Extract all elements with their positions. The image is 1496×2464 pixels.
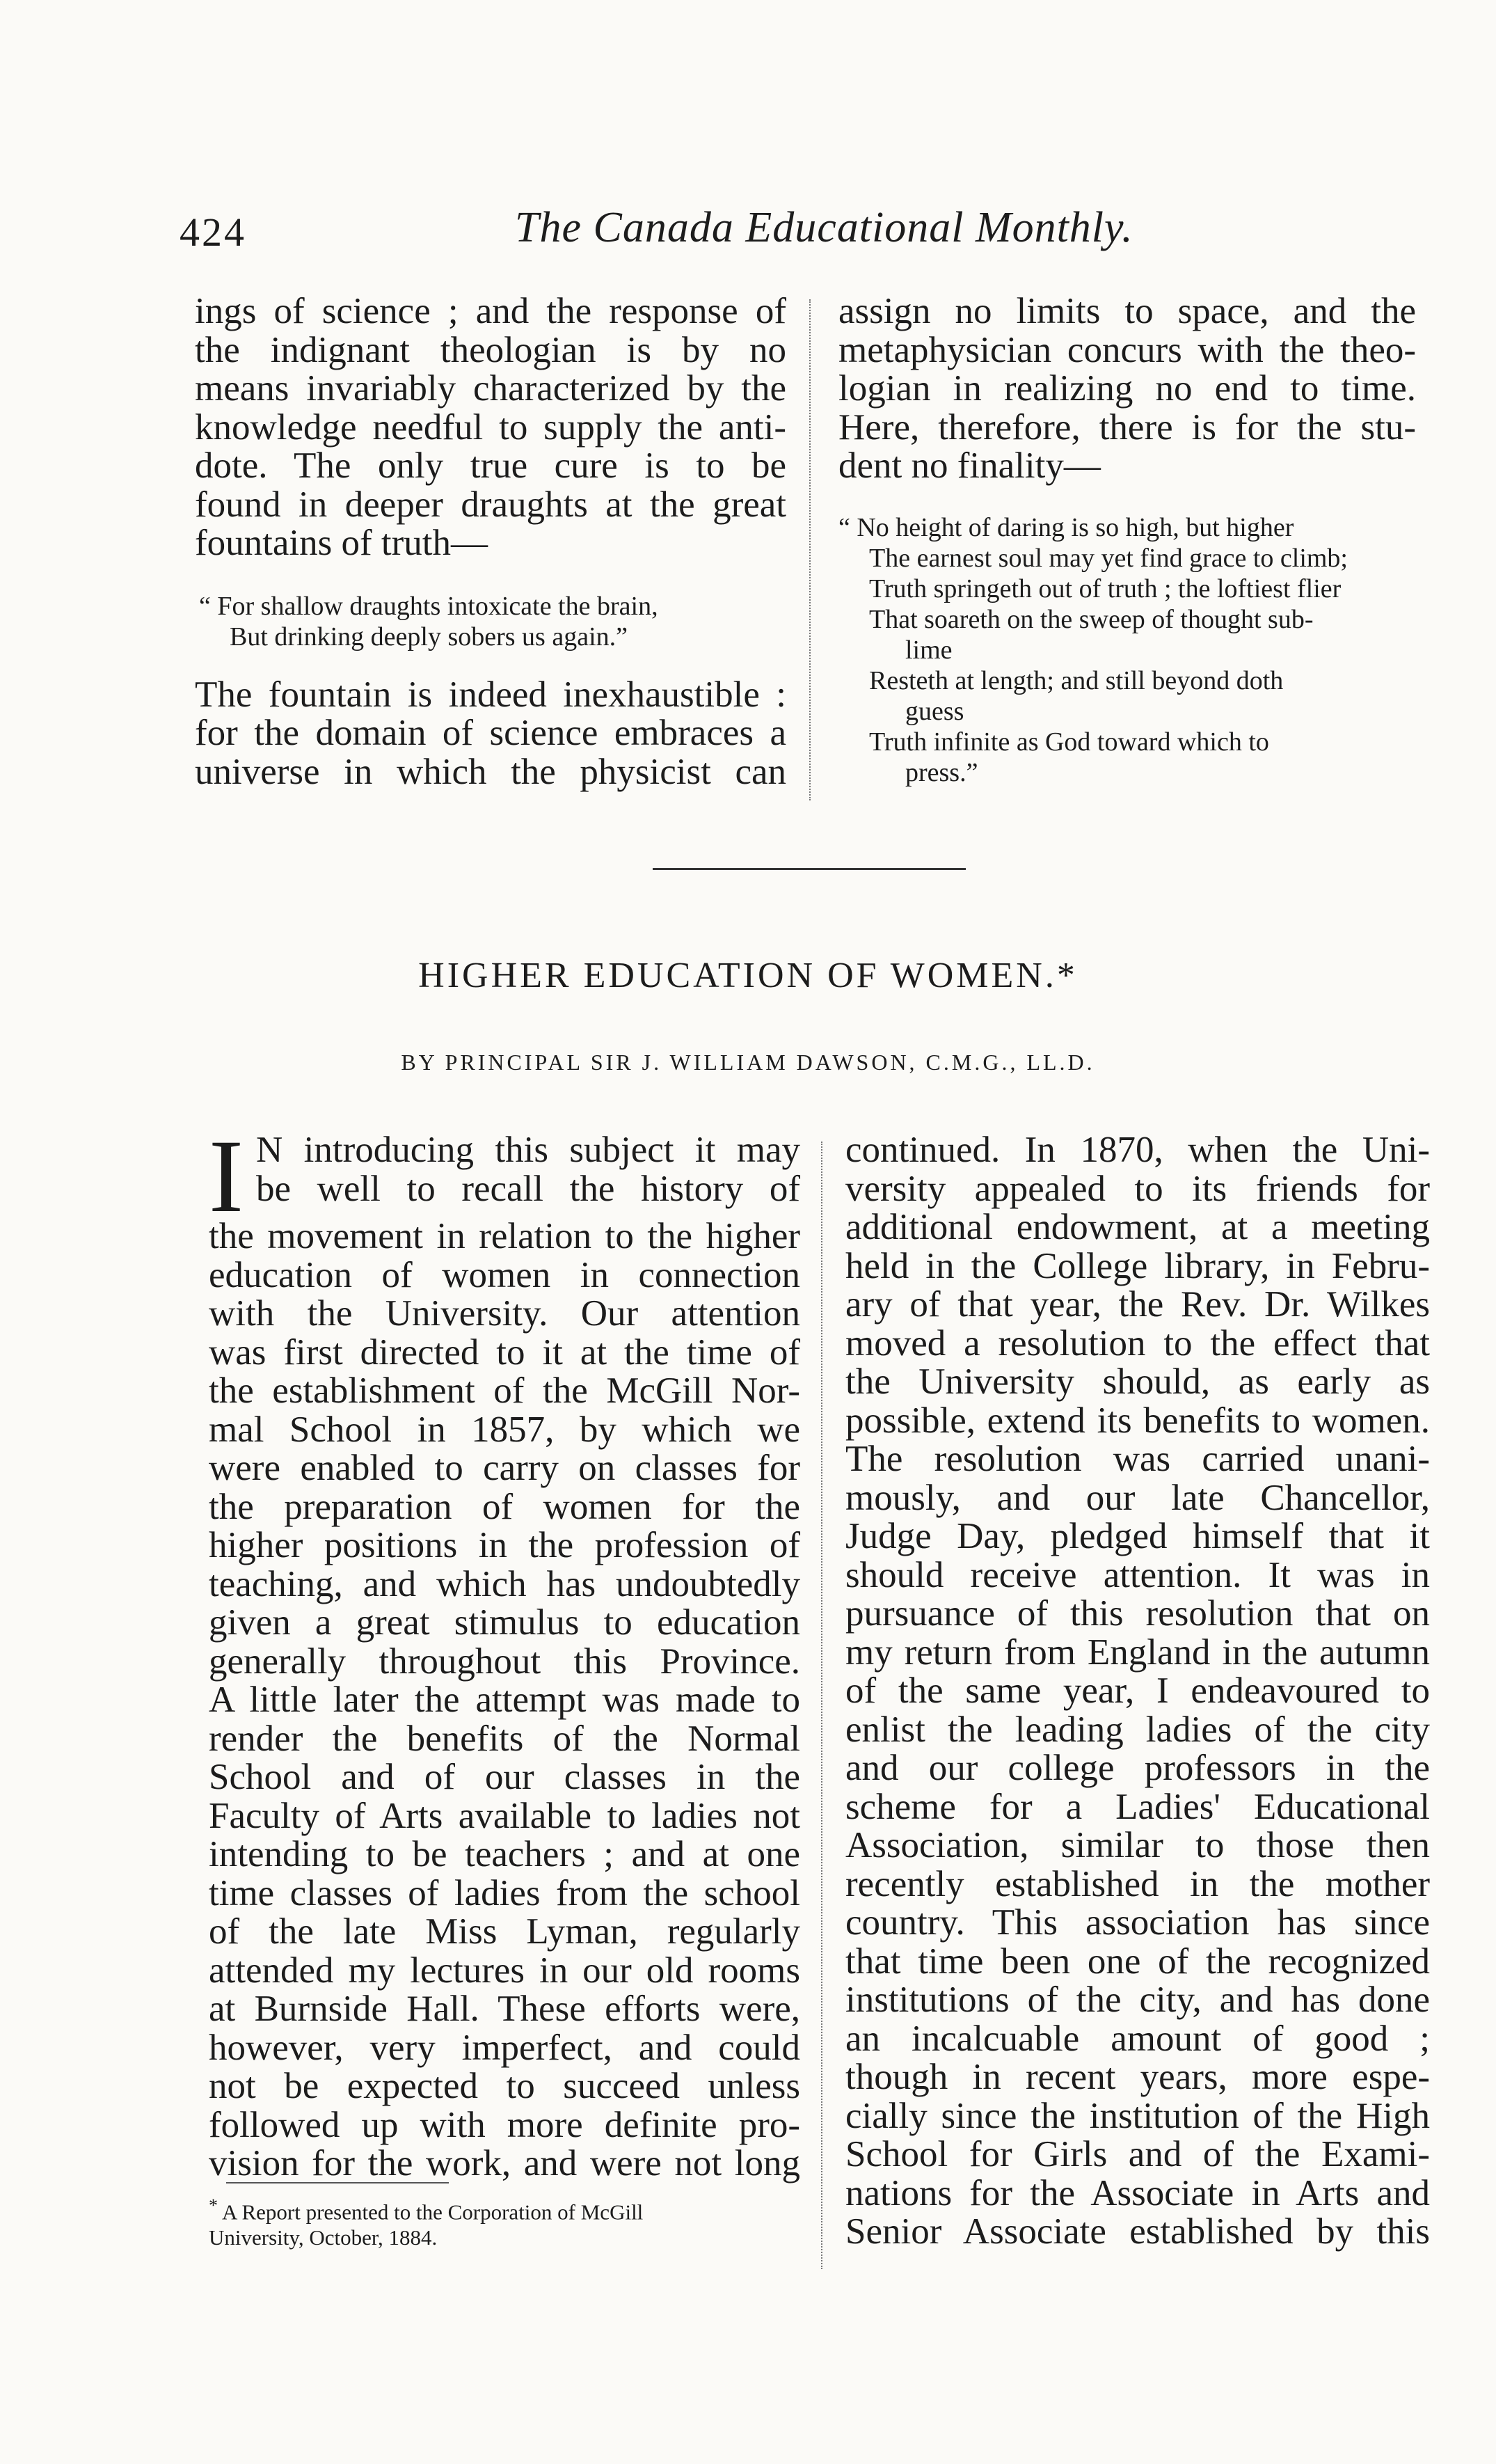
text-line: mal School in 1857, by which we: [209, 1409, 800, 1450]
text-line: however, very imperfect, and could: [209, 2027, 800, 2068]
footnote-line: [209, 2193, 807, 2225]
text-line: versity appealed to its friends for: [845, 1168, 1430, 1209]
text-line: an incalcuable amount of good ;: [845, 2018, 1430, 2059]
text-line: fountains of truth—: [195, 523, 488, 563]
footnote-line: University, October, 1884.: [209, 2225, 438, 2250]
text-line: Faculty of Arts available to ladies not: [209, 1795, 800, 1836]
text-line: universe in which the physicist can: [195, 751, 786, 792]
running-title: The Canada Educational Monthly.: [515, 204, 1133, 251]
article-title: HIGHER EDUCATION OF WOMEN.*: [418, 956, 1078, 995]
text-line: ings of science ; and the response of: [195, 291, 786, 331]
text-line: A little later the attempt was made to: [209, 1680, 800, 1720]
text-line: School for Girls and of the Exami-: [845, 2134, 1430, 2174]
article-paragraph-right: [845, 1131, 1430, 2252]
text-line: should receive attention. It was in: [845, 1554, 1430, 1595]
text-line: dent no finality—: [838, 445, 1101, 486]
quote-line: lime: [905, 635, 953, 665]
article-byline: BY PRINCIPAL SIR J. WILLIAM DAWSON, C.M.G., LL.D.: [401, 1050, 1095, 1075]
text-line: were enabled to carry on classes for: [209, 1448, 800, 1488]
text-line: given a great stimulus to education: [209, 1602, 800, 1643]
text-line: of the same year, I endeavoured to: [845, 1671, 1430, 1711]
text-line: time classes of ladies from the school: [209, 1872, 800, 1913]
text-line: possible, extend its benefits to women.: [845, 1400, 1430, 1441]
page-number: 424: [180, 210, 246, 255]
top-right-paragraph: [838, 292, 1416, 486]
text-line: scheme for a Ladies' Educational: [845, 1786, 1430, 1827]
article-right-column: [845, 1131, 1430, 2252]
text-line: vision for the work, and were not long: [209, 2143, 800, 2183]
quote-line: press.”: [905, 757, 978, 787]
quote-line: “ For shallow draughts intoxicate the brain,: [199, 591, 658, 621]
text-line: School and of our classes in the: [209, 1757, 800, 1797]
article-paragraph-left: [209, 1119, 800, 2183]
text-line: teaching, and which has undoubtedly: [209, 1563, 800, 1604]
text-line: be well to recall the history of: [255, 1168, 800, 1209]
column-divider: [821, 1142, 822, 2269]
quote-line: guess: [905, 696, 964, 726]
text-line: institutions of the city, and has done: [845, 1980, 1430, 2020]
quote-line: Truth springeth out of truth ; the loftiest flier: [869, 574, 1342, 603]
text-line: higher positions in the profession of: [209, 1525, 800, 1565]
text-line: the establishment of the McGill Nor-: [209, 1371, 800, 1411]
text-line: found in deeper draughts at the great: [195, 484, 786, 525]
text-line: continued. In 1870, when the Uni-: [845, 1130, 1430, 1170]
footnote: [209, 2193, 807, 2250]
text-line: N introducing this subject it may: [255, 1130, 800, 1170]
text-line: logian in realizing no end to time.: [838, 368, 1416, 409]
text-line: for the domain of science embraces a: [195, 713, 786, 753]
height-of-daring-quote: [838, 512, 1416, 788]
text-line: the indignant theologian is by no: [195, 329, 786, 370]
text-line: my return from England in the autumn: [845, 1632, 1430, 1673]
quote-line: The earnest soul may yet find grace to climb;: [869, 543, 1348, 573]
text-line: though in recent years, more espe-: [845, 2057, 1430, 2097]
quote-line: That soareth on the sweep of thought sub-: [869, 604, 1314, 634]
text-line: was first directed to it at the time of: [209, 1332, 800, 1373]
text-line: generally throughout this Province.: [209, 1641, 800, 1682]
quote-line: Truth infinite as God toward which to: [869, 727, 1269, 757]
text-line: means invariably characterized by the: [195, 368, 786, 409]
text-line: knowledge needful to supply the anti-: [195, 406, 786, 448]
column-divider: [809, 299, 811, 800]
text-line: pursuance of this resolution that on: [845, 1593, 1430, 1634]
text-line: the preparation of women for the: [209, 1486, 800, 1527]
quote-line: Resteth at length; and still beyond doth: [869, 665, 1284, 695]
text-line: Senior Associate established by this: [845, 2211, 1430, 2252]
text-line: the movement in relation to the higher: [209, 1216, 800, 1256]
text-line: The resolution was carried unani-: [845, 1439, 1430, 1479]
text-line: intending to be teachers ; and at one: [209, 1834, 800, 1874]
text-line: held in the College library, in Febru-: [845, 1245, 1430, 1286]
text-line: enlist the leading ladies of the city: [845, 1709, 1430, 1750]
text-line: moved a resolution to the effect that: [845, 1322, 1430, 1364]
footnote-text: A Report presented to the Corporation of McGill: [222, 2200, 644, 2225]
text-line: Judge Day, pledged himself that it: [845, 1516, 1430, 1556]
text-line: nations for the Associate in Arts and: [845, 2172, 1430, 2213]
top-left-paragraph-1: [195, 292, 786, 563]
text-line: education of women in connection: [209, 1254, 800, 1295]
quote-line: But drinking deeply sobers us again.”: [230, 622, 628, 651]
quote-line: “ No height of daring is so high, but higher: [838, 512, 1294, 542]
text-line: attended my lectures in our old rooms: [209, 1950, 800, 1991]
text-line: the University should, as early as: [845, 1361, 1430, 1402]
text-line: additional endowment, at a meeting: [845, 1207, 1430, 1247]
text-line: assign no limits to space, and the: [838, 291, 1416, 331]
text-line: not be expected to succeed unless: [209, 2066, 800, 2106]
text-line: Here, therefore, there is for the stu-: [838, 406, 1416, 448]
article-left-column: [209, 1119, 800, 2183]
text-line: dote. The only true cure is to be: [195, 445, 786, 486]
text-line: render the benefits of the Normal: [209, 1718, 800, 1759]
text-line: Association, similar to those then: [845, 1825, 1430, 1865]
text-line: country. This association has since: [845, 1902, 1430, 1943]
text-line: of the late Miss Lyman, regularly: [209, 1911, 800, 1952]
text-line: recently established in the mother: [845, 1863, 1430, 1904]
text-line: with the University. Our attention: [209, 1293, 800, 1334]
shallow-draughts-quote: [195, 591, 786, 652]
text-line: followed up with more definite pro-: [209, 2104, 800, 2145]
text-line: The fountain is indeed inexhaustible :: [195, 674, 786, 715]
footnote-mark: *: [209, 2195, 218, 2216]
text-line: mously, and our late Chancellor,: [845, 1477, 1430, 1518]
top-right-column: [838, 292, 1416, 788]
footnote-rule: [226, 2182, 449, 2183]
text-line: ary of that year, the Rev. Dr. Wilkes: [845, 1284, 1430, 1325]
text-line: cially since the institution of the High: [845, 2095, 1430, 2136]
text-line: that time been one of the recognized: [845, 1941, 1430, 1982]
top-left-paragraph-2: [195, 676, 786, 792]
section-rule: [653, 868, 966, 870]
text-line: metaphysician concurs with the theo-: [838, 329, 1416, 370]
text-line: at Burnside Hall. These efforts were,: [209, 1989, 800, 2029]
drop-cap: I: [209, 1119, 244, 1234]
top-left-column: [195, 292, 786, 791]
text-line: and our college professors in the: [845, 1748, 1430, 1788]
